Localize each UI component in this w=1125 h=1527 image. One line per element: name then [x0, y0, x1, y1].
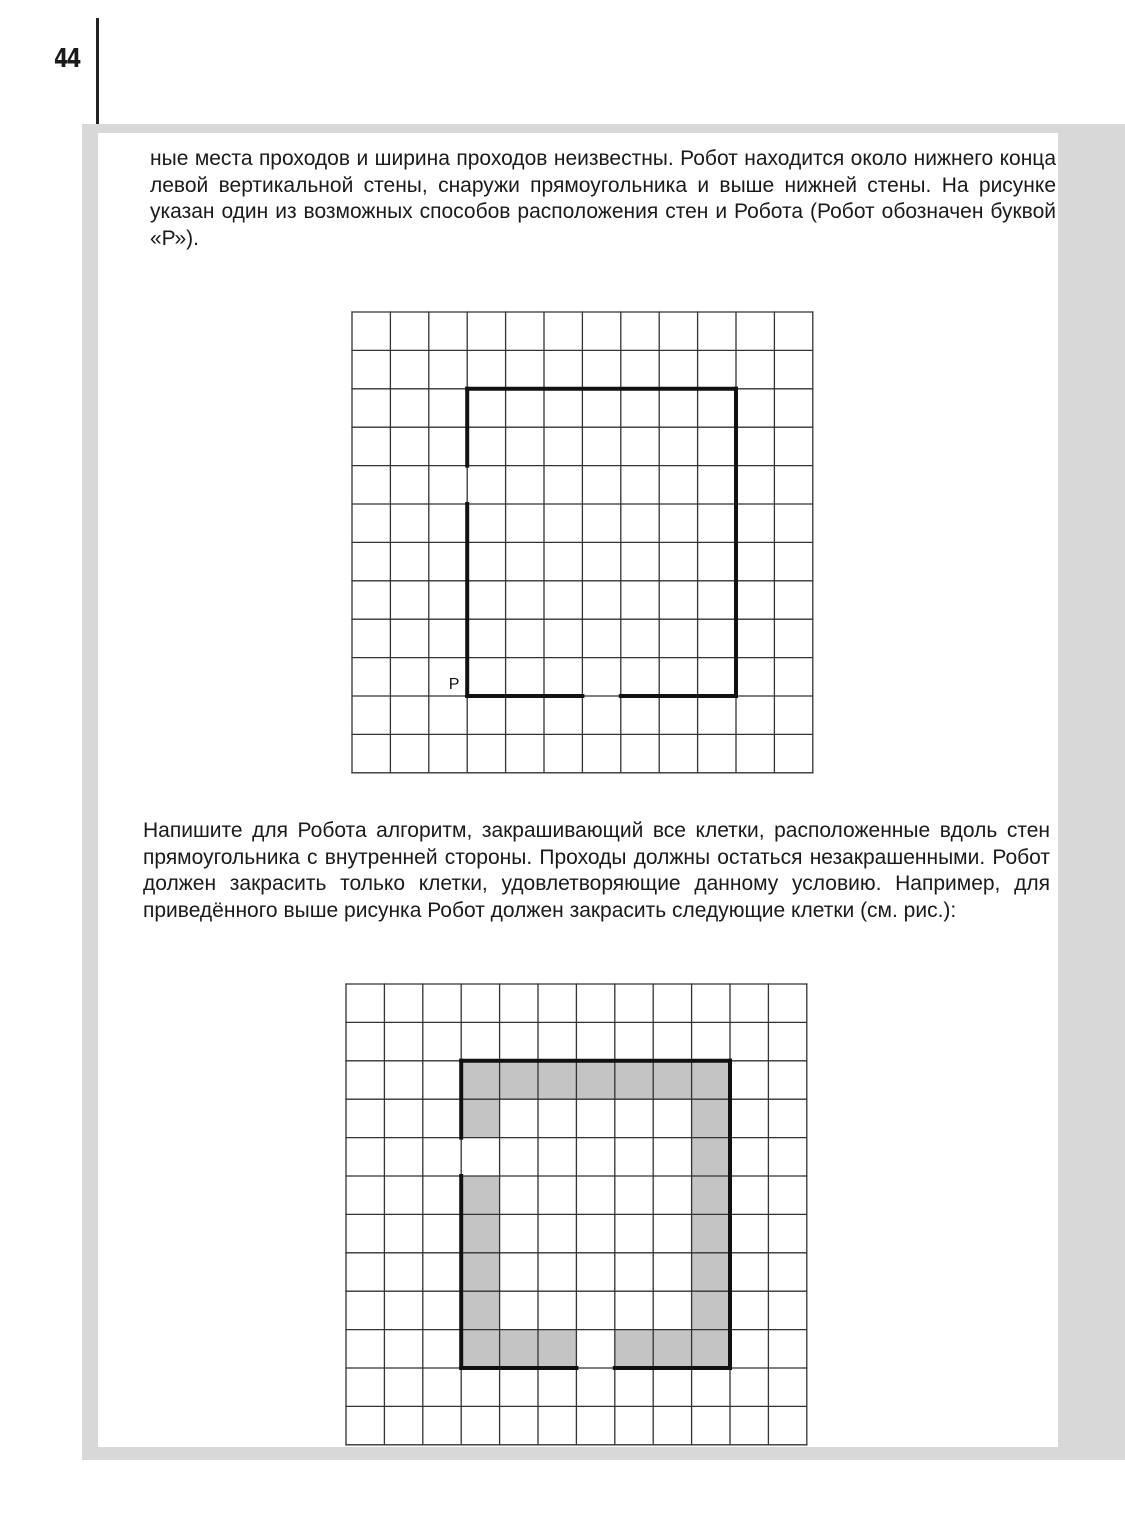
shaded-cell [692, 1061, 730, 1099]
robot-marker: Р [448, 676, 460, 694]
shaded-cell [538, 1330, 576, 1368]
page-number: 44 [54, 44, 80, 74]
shaded-cell [692, 1214, 730, 1252]
shaded-cell [653, 1061, 691, 1099]
grid-lines [352, 312, 813, 773]
shaded-cell [461, 1061, 499, 1099]
shaded-cell [615, 1330, 653, 1368]
painted-cells-figure [334, 972, 824, 1458]
shaded-cell [461, 1253, 499, 1291]
shaded-cell [461, 1330, 499, 1368]
shaded-cell [500, 1330, 538, 1368]
shaded-cell [576, 1061, 614, 1099]
grid-lines [346, 984, 807, 1445]
shaded-cell [692, 1291, 730, 1329]
shaded-cell [692, 1138, 730, 1176]
shaded-cell [692, 1330, 730, 1368]
robot-field-figure [340, 300, 830, 786]
shaded-cell [461, 1291, 499, 1329]
shaded-cell [653, 1330, 691, 1368]
problem-paragraph-2: Напишите для Робота алгоритм, закрашивающий все клетки, расположенные вдоль стен прямоугольника с внутренней стороны. Проходы должны остаться незакрашенными. Робот должен закрасить только клетки, удовлетворяющие данному условию. Например, для приведённого выше рисунка Робот должен закрасить следующие клетки (см. рис.): [143, 819, 1050, 922]
shaded-cell [461, 1214, 499, 1252]
shaded-cell [692, 1253, 730, 1291]
margin-rule [96, 18, 99, 124]
shaded-cell [461, 1099, 499, 1137]
shaded-cell [692, 1176, 730, 1214]
shaded-cell [615, 1061, 653, 1099]
shaded-cell [538, 1061, 576, 1099]
shaded-cell [692, 1099, 730, 1137]
shaded-cell [500, 1061, 538, 1099]
problem-paragraph-1: ные места проходов и ширина проходов неизвестны. Робот находится около нижнего конца левой вертикальной стены, снаружи прямоугольника и выше нижней стены. На рисунке указан один из возможных способов расположения стен и Робота (Робот обозначен буквой «Р»). [150, 147, 1056, 250]
shaded-cell [461, 1176, 499, 1214]
